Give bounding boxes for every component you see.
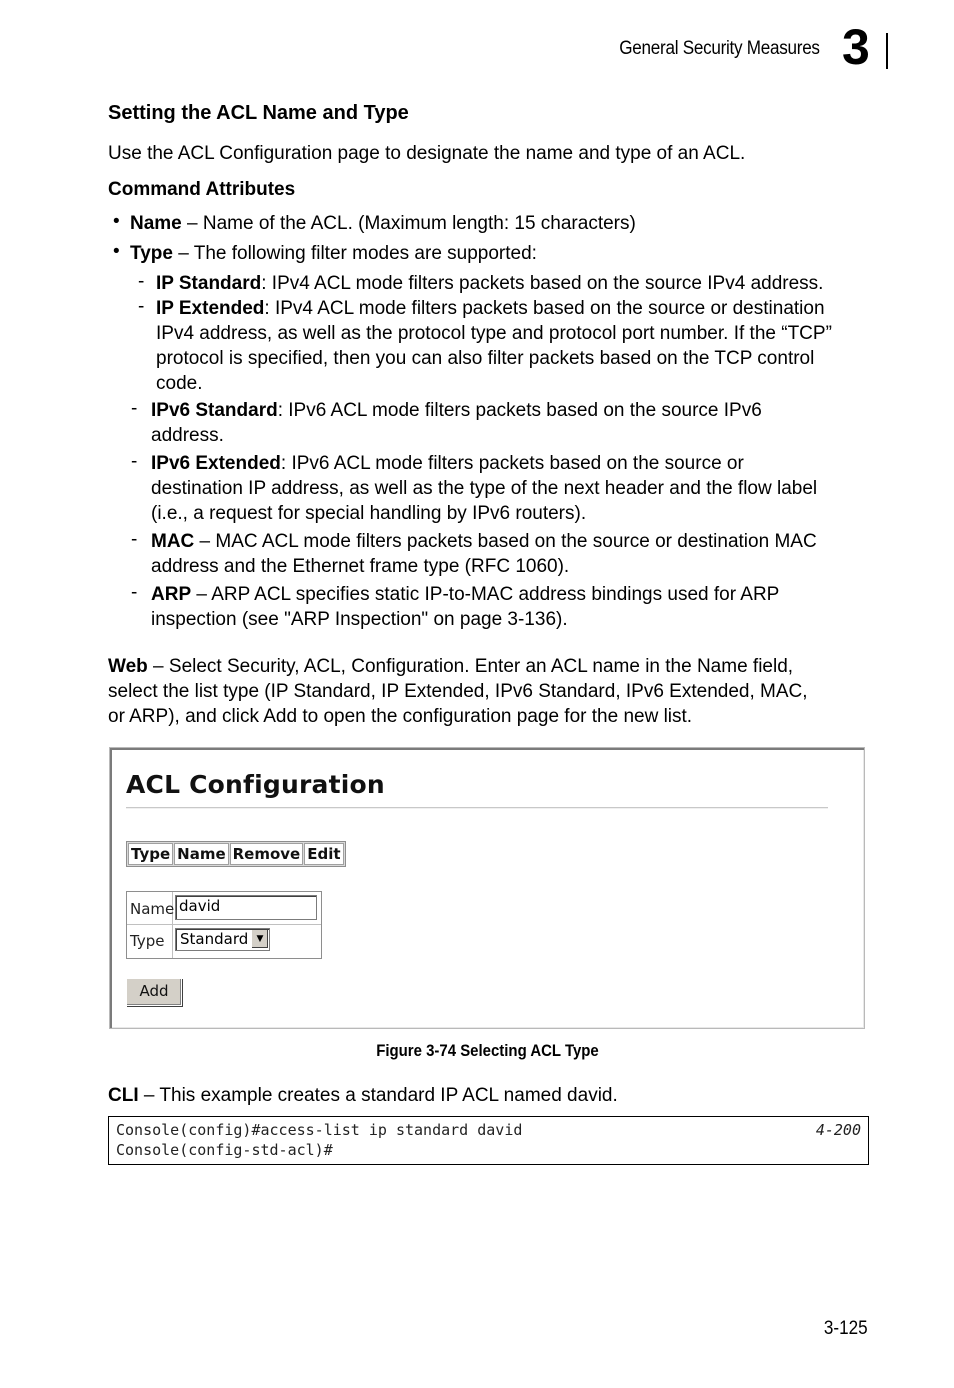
- dash-mark: -: [138, 296, 145, 317]
- col-edit: Edit: [304, 843, 343, 865]
- web-paragraph: Web – Select Security, ACL, Configuration. Enter an ACL name in the Name field, select the list type (IP Standard, IP Extended, IPv6 Standard, IPv6 Extended, MAC, or ARP), and click Add to open the configuration page for the new list.: [108, 656, 808, 727]
- form-row-divider: [127, 924, 321, 925]
- dash-mark: -: [131, 451, 138, 472]
- figure-caption: Figure 3-74 Selecting ACL Type: [376, 1041, 599, 1060]
- col-name: Name: [174, 843, 228, 865]
- type-select[interactable]: [175, 928, 270, 951]
- chevron-down-icon[interactable]: ▼: [251, 930, 268, 948]
- panel-title: ACL Configuration: [126, 770, 385, 799]
- attributes-heading: Command Attributes: [108, 179, 296, 200]
- section-heading: Setting the ACL Name and Type: [108, 102, 409, 124]
- cli-reference: 4-200: [815, 1121, 861, 1139]
- cli-line-1: Console(config)#access-list ip standard david: [116, 1121, 523, 1139]
- name-input[interactable]: david: [175, 895, 317, 920]
- dash-mark: -: [138, 271, 145, 292]
- col-remove: Remove: [230, 843, 304, 865]
- add-acl-form: [126, 891, 322, 959]
- chapter-number: 3: [842, 19, 868, 75]
- dash-mark: -: [131, 398, 138, 419]
- intro-paragraph: Use the ACL Configuration page to designate the name and type of an ACL.: [108, 143, 746, 164]
- subitem-mac: MAC – MAC ACL mode filters packets based on the source or destination MAC address and the Ethernet frame type (RFC 1060).: [151, 531, 817, 577]
- subitem-ipv6-standard: IPv6 Standard: IPv6 ACL mode filters packets based on the source IPv6 address.: [151, 400, 762, 446]
- name-label: Name: [130, 900, 175, 918]
- subitem-arp: ARP – ARP ACL specifies static IP-to-MAC address bindings used for ARP inspection (see "ARP Inspection" on page 3-136).: [151, 584, 780, 630]
- subitem-ip-standard: IP Standard: IPv4 ACL mode filters packets based on the source IPv4 address.: [156, 273, 824, 294]
- type-label: Type: [130, 932, 165, 950]
- acl-configuration-screenshot: [109, 747, 865, 1029]
- bullet-mark: •: [113, 211, 120, 232]
- acl-list-table: [126, 841, 346, 867]
- dash-mark: -: [131, 582, 138, 603]
- bullet-name: Name – Name of the ACL. (Maximum length: 15 characters): [130, 213, 636, 234]
- panel-divider: [126, 807, 828, 809]
- chapter-rule: [886, 33, 888, 69]
- cli-paragraph: CLI – This example creates a standard IP ACL named david.: [108, 1085, 618, 1106]
- bullet-mark: •: [113, 241, 120, 262]
- cli-code-box: [108, 1116, 869, 1165]
- bullet-type: Type – The following filter modes are supported:: [130, 243, 537, 264]
- col-type: Type: [128, 843, 173, 865]
- subitem-ipv6-extended: IPv6 Extended: IPv6 ACL mode filters packets based on the source or destination IP address, as well as the type of the next header and the flow label (i.e., a request for special handling by IPv6 routers).: [151, 453, 818, 524]
- cli-line-2: Console(config-std-acl)#: [116, 1141, 333, 1159]
- subitem-ip-extended: IP Extended: IPv4 ACL mode filters packets based on the source or destination IPv4 address, as well as the protocol type and protocol port number. If the “TCP” protocol is specified, then you can also filter packets based on the TCP control code.: [156, 298, 832, 394]
- page-number: 3-125: [824, 1318, 868, 1339]
- add-button[interactable]: Add: [126, 978, 182, 1006]
- dash-mark: -: [131, 529, 138, 550]
- type-select-value: Standard: [180, 930, 249, 948]
- running-header: General Security Measures: [619, 38, 820, 59]
